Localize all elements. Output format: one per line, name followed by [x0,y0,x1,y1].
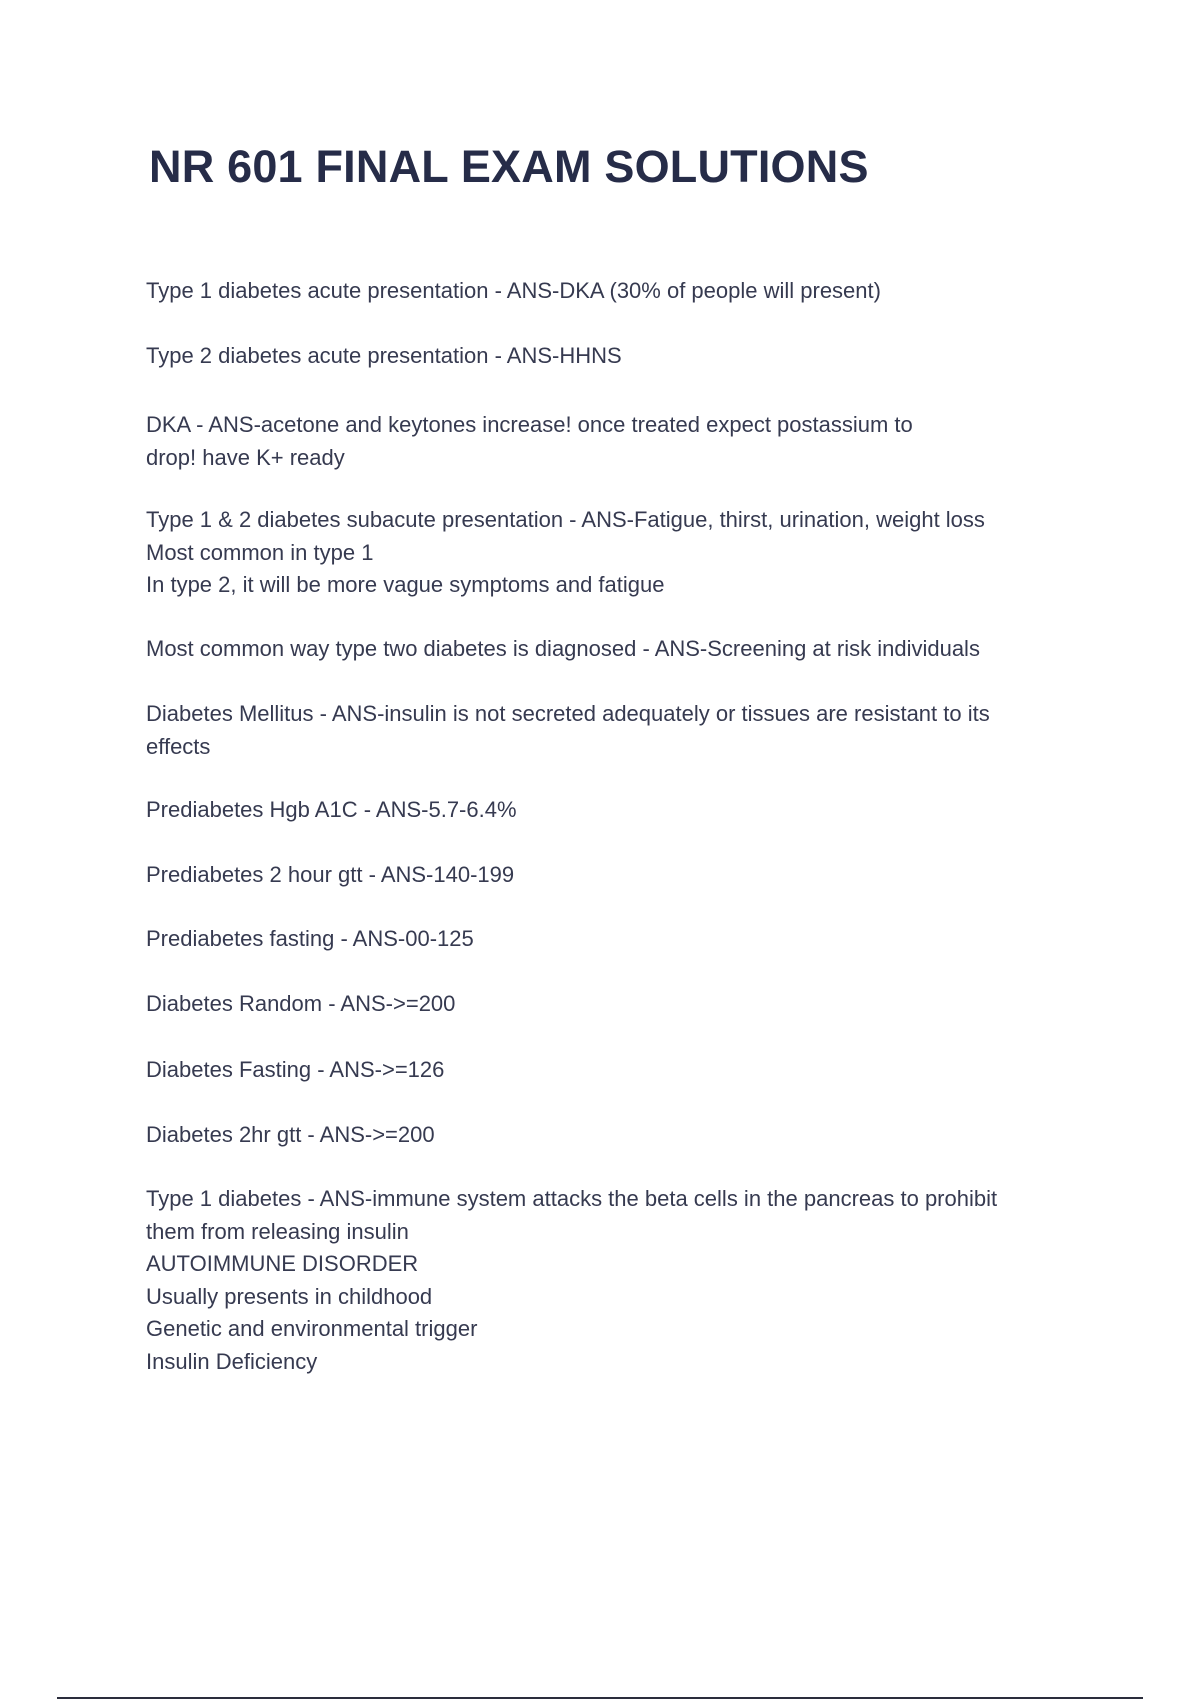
page-title: NR 601 FINAL EXAM SOLUTIONS [149,141,869,192]
qa-line: Prediabetes fasting - ANS-00-125 [146,926,474,951]
qa-line: them from releasing insulin [146,1218,409,1244]
qa-line: DKA - ANS-acetone and keytones increase! once treated expect postassium to [146,412,913,437]
qa-line: Diabetes 2hr gtt - ANS->=200 [146,1121,435,1147]
qa-line: Most common in type 1 [146,539,374,565]
qa-entry [146,504,1106,602]
qa-line: Prediabetes Hgb A1C - ANS-5.7-6.4% [146,797,517,822]
qa-entry [146,1054,1106,1087]
qa-entry [146,633,1106,666]
qa-entry [146,275,1106,308]
qa-entry [146,340,1106,373]
qa-line: drop! have K+ ready [146,444,345,470]
qa-entry [146,698,1106,763]
qa-line: Prediabetes 2 hour gtt - ANS-140-199 [146,861,515,887]
qa-line: Type 2 diabetes acute presentation - ANS-HHNS [146,342,622,368]
footer-divider [57,1697,1143,1699]
qa-line: Diabetes Mellitus - ANS-insulin is not secreted adequately or tissues are resistant to its [146,701,990,726]
qa-line: Usually presents in childhood [146,1283,433,1309]
qa-line: Insulin Deficiency [146,1348,318,1374]
qa-entry [146,859,1106,892]
qa-entry [146,923,1106,956]
qa-line: Diabetes Fasting - ANS->=126 [146,1057,445,1082]
qa-line: Genetic and environmental trigger [146,1316,478,1341]
qa-line: effects [146,733,211,759]
qa-line: Type 1 diabetes - ANS-immune system attacks the beta cells in the pancreas to prohibit [146,1186,998,1211]
qa-entry [146,409,1106,474]
qa-line: Type 1 & 2 diabetes subacute presentation - ANS-Fatigue, thirst, urination, weight loss [146,507,985,532]
qa-entry [146,1119,1106,1152]
qa-line: Type 1 diabetes acute presentation - ANS-DKA (30% of people will present) [146,278,881,303]
qa-entry [146,988,1106,1021]
qa-line: AUTOIMMUNE DISORDER [146,1251,419,1276]
qa-line: Diabetes Random - ANS->=200 [146,990,456,1016]
qa-line: In type 2, it will be more vague symptoms and fatigue [146,572,665,597]
qa-line: Most common way type two diabetes is diagnosed - ANS-Screening at risk individuals [146,635,980,661]
qa-list [146,275,1106,1378]
qa-entry [146,794,1106,827]
qa-entry [146,1183,1106,1378]
